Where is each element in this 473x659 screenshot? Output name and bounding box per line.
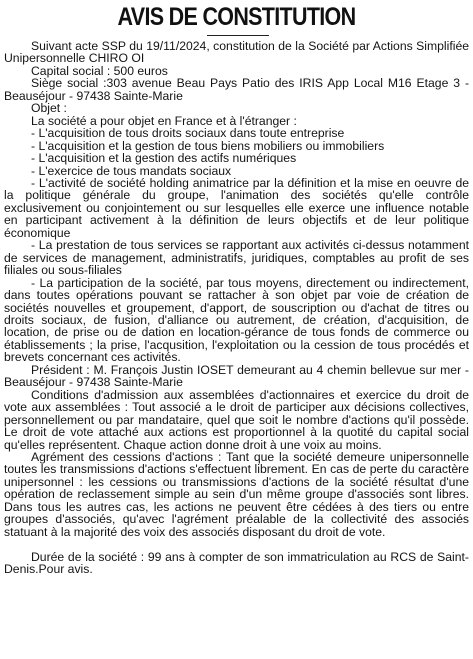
purpose-item-corporate-mandates: - L'exercice de tous mandats sociaux: [31, 163, 232, 178]
paragraph-purpose-intro: La société a pour objet en France et à l'étranger :: [31, 113, 297, 128]
paragraph-purpose-heading: Objet :: [31, 101, 67, 116]
paragraph-registered-office: Siège social :303 avenue Beau Pays Patio des IRIS App Local M16 Etage 3 - Beauséjour - 97438 Sainte-Marie: [4, 76, 469, 103]
notice-body: [4, 40, 469, 575]
purpose-item-holding-activity: - L'activité de société holding animatrice par la définition et la mise en oeuvre de la politique générale du groupe, l'animation des sociétés qu'elle contrôle exclusivement ou conjointement ou sur lesquelles elle exerce une influence notable en participant activement à la définition de leurs objectifs et de leur politique économique: [4, 175, 469, 240]
purpose-item-participation: - La participation de la société, par tous moyens, directement ou indirectement, dans toutes opérations pouvant se rattacher à son objet par voie de création de sociétés nouvelles et groupement, d'apport, de souscription ou d'achat de titres ou droits sociaux, de fusion, d'alliance ou autrement, de création, d'acquisition, de location, de prise ou de dation en location-gérance de tous fonds de commerce ou établissements ; la prise, l'acqusition, l'exploitation ou la cession de tous procédés et brevets concernant ces activités.: [4, 275, 469, 365]
purpose-item-services: - La prestation de tous services se rapportant aux activités ci-dessus notamment de services de management, administratifs, juridiques, comptables au profit de ses filiales ou sous-filiales: [4, 238, 469, 278]
purpose-item-acquisition-rights: - L'acquisition de tous droits sociaux dans toute entreprise: [31, 126, 345, 141]
title-divider: [207, 35, 269, 36]
paragraph-spacer: [4, 538, 469, 550]
purpose-item-digital-assets: - L'acquisition et la gestion des actifs numériques: [31, 151, 297, 166]
paragraph-share-transfer-approval: Agrément des cessions d'actions : Tant que la société demeure unipersonnelle toutes les transmissions d'actions s'effectuent librement. En cas de perte du caractère unipersonnel : les cessions ou transmissions d'actions de la société résultat d'une opération de reclassement simple au sein d'un même groupe d'associés sont libres. Dans tous les autres cas, les actions ne peuvent être cédées à des tiers ou entre groupes d'associés, qu'avec l'agrément préalable de la collectivité des associés statuant à la majorité des voix des associés disposant du droit de vote.: [4, 449, 469, 539]
paragraph-share-capital: Capital social : 500 euros: [31, 63, 168, 78]
purpose-item-property-management: - L'acquisition et la gestion de tous biens mobiliers ou immobiliers: [31, 138, 385, 153]
paragraph-duration: Durée de la société : 99 ans à compter de son immatriculation au RCS de Saint-Denis.Pour avis.: [4, 549, 469, 577]
paragraph-shareholder-meetings: Conditions d'admission aux assemblées d'actionnaires et exercice du droit de vote aux assemblées : Tout associé a le droit de participer aux décisions collectives, personnellement ou par mandataire, quel que soit le nombre d'actions qu'il possède. Le droit de vote attaché aux actions est proportionnel à la quotité du capital social qu'elles représentent. Chaque action donne droit à une voix au moins.: [4, 387, 469, 452]
paragraph-incorporation-act: Suivant acte SSP du 19/11/2024, constitution de la Société par Actions Simplifiée Unipersonnelle CHIRO OI: [4, 39, 469, 66]
notice-title: AVIS DE CONSTITUTION: [117, 3, 356, 31]
paragraph-president: Président : M. François Justin IOSET demeurant au 4 chemin bellevue sur mer - Beauséjour - 97438 Sainte-Marie: [4, 362, 469, 390]
